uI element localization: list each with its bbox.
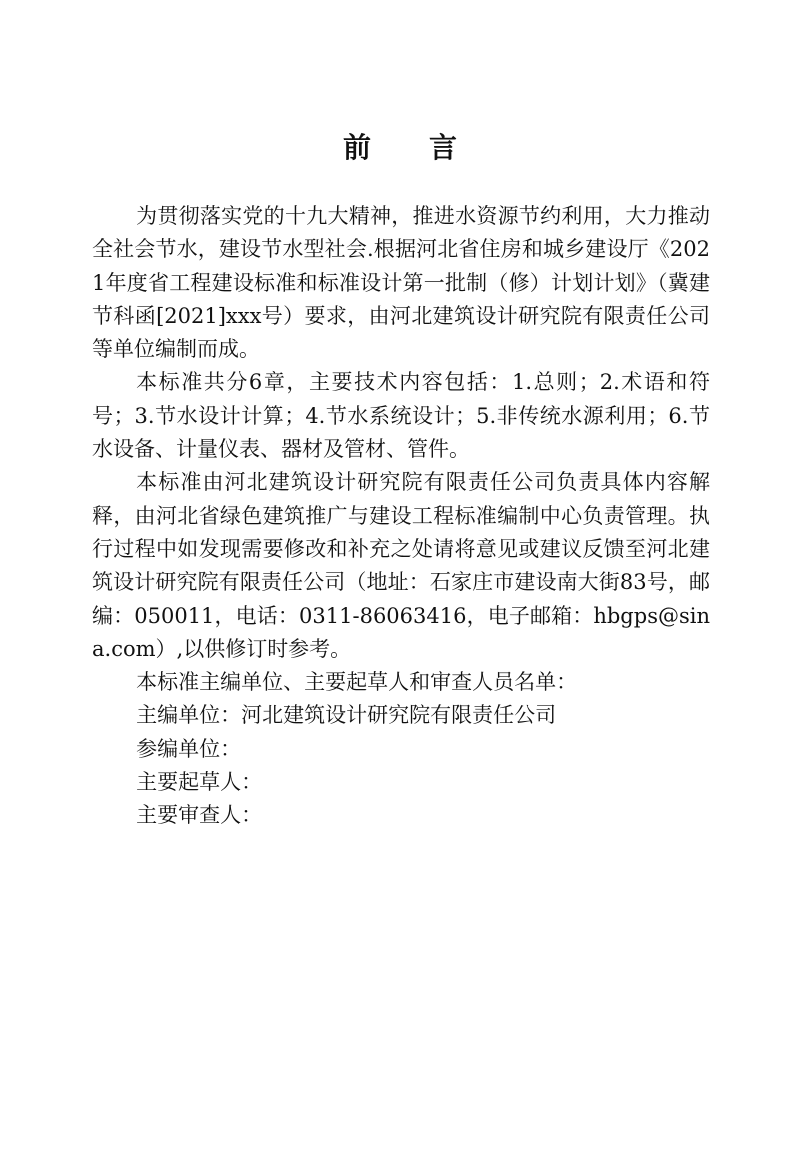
roster-drafters: 主要起草人： bbox=[136, 770, 263, 795]
roster-participating-units: 参编单位： bbox=[136, 736, 242, 761]
page-title bbox=[0, 128, 800, 168]
paragraph-contact: 本标准由河北建筑设计研究院有限责任公司负责具体内容解释，由河北省绿色建筑推广与建设工程标准编制中心负责管理。执行过程中如发现需要修改和补充之处请将意见或建议反馈至河北建筑设计研究院有限责任公司（地址：石家庄市建设南大街83号，邮编：050011，电话：0311-86063416，电子邮箱：hbgps@sina.com）,以供修订时参考。 bbox=[92, 470, 710, 661]
title-char-2: 言 bbox=[429, 131, 458, 164]
roster-reviewers: 主要审查人： bbox=[136, 803, 263, 828]
paragraph-purpose: 为贯彻落实党的十九大精神，推进水资源节约利用，大力推动全社会节水，建设节水型社会.根据河北省住房和城乡建设厅《2021年度省工程建设标准和标准设计第一批制（修）计划计划》（冀建节科函[2021]xxx号）要求，由河北建筑设计研究院有限责任公司等单位编制而成。 bbox=[92, 204, 710, 362]
roster-chief-unit: 主编单位：河北建筑设计研究院有限责任公司 bbox=[136, 703, 557, 728]
paragraph-chapters: 本标准共分6章，主要技术内容包括：1.总则；2.术语和符号；3.节水设计计算；4.节水系统设计；5.非传统水源利用；6.节水设备、计量仪表、器材及管材、管件。 bbox=[92, 370, 710, 462]
title-char-1: 前 bbox=[342, 131, 371, 164]
paragraph-roster-intro: 本标准主编单位、主要起草人和审查人员名单： bbox=[136, 670, 578, 695]
preface-body bbox=[92, 200, 710, 833]
